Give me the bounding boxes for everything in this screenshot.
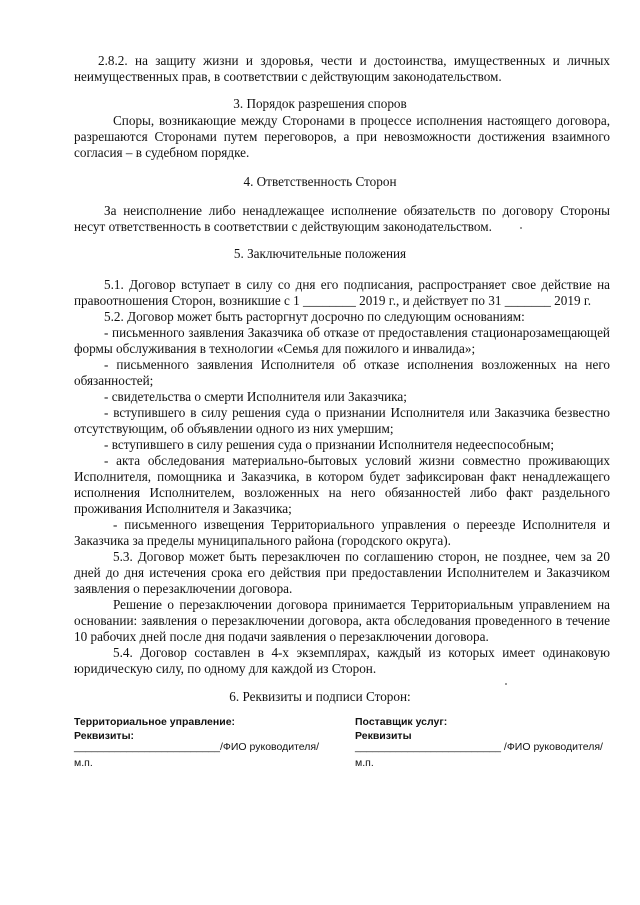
scan-speck: [505, 683, 507, 685]
right-party-requisites: Реквизиты: [355, 730, 412, 742]
clause-5-3-line-3: заявления о перезаключении договора.: [74, 581, 293, 596]
ground-7-line-1: - письменного извещения Территориального управления о переезде Исполнителя и: [113, 517, 610, 532]
clause-2-8-2-line-1: 2.8.2. на защиту жизни и здоровья, чести и достоинства, имущественных и личных: [98, 53, 610, 68]
section-4-line-1: За неисполнение либо ненадлежащее исполнение обязательств по договору Стороны: [104, 203, 610, 218]
right-stamp-place: м.п.: [355, 757, 374, 769]
ground-5: - вступившего в силу решения суда о признании Исполнителя недееспособным;: [104, 437, 555, 452]
clause-2-8-2-line-2: неимущественных прав, в соответствии с действующим законодательством.: [74, 69, 502, 84]
section-3-line-2: разрешаются Сторонами путем переговоров, а при невозможности достижения взаимного: [74, 129, 610, 144]
section-4-line-2: несут ответственность в соответствии с действующим законодательством.: [74, 219, 492, 234]
clause-5-1-line-1: 5.1. Договор вступает в силу со дня его подписания, распространяет свое действие на: [104, 277, 610, 292]
section-3-heading: 3. Порядок разрешения споров: [233, 96, 407, 111]
left-signature-line: _________________________/ФИО руководителя/: [74, 741, 320, 753]
right-party-title: Поставщик услуг:: [355, 716, 448, 728]
ground-6-line-1: - акта обследования материально-бытовых условий жизни совместно проживающих: [104, 453, 610, 468]
ground-2-line-2: обязанностей;: [74, 373, 154, 388]
section-4-heading: 4. Ответственность Сторон: [243, 174, 397, 189]
section-6-heading: 6. Реквизиты и подписи Сторон:: [229, 689, 411, 704]
section-3-line-3: согласия – в судебном порядке.: [74, 145, 250, 160]
ground-1-line-2: формы обслуживания в технологии «Семья для пожилого и инвалида»;: [74, 341, 476, 356]
renewal-line-1: Решение о перезаключении договора принимается Территориальным управлением на: [113, 597, 610, 612]
clause-5-3-line-1: 5.3. Договор может быть перезаключен по соглашению сторон, не позднее, чем за 20: [113, 549, 610, 564]
ground-6-line-3: исполнения Исполнителем, возложенных на него обязанностей либо факт раздельного: [74, 485, 610, 500]
ground-4-line-1: - вступившего в силу решения суда о признании Исполнителя или Заказчика безвестно: [104, 405, 610, 420]
ground-2-line-1: - письменного заявления Исполнителя об отказе исполнения возложенных на него: [104, 357, 610, 372]
left-party-title: Территориальное управление:: [74, 716, 236, 728]
ground-4-line-2: отсутствующим, об объявлении одного из них умершим;: [74, 421, 394, 436]
left-party-requisites: Реквизиты:: [74, 730, 135, 742]
clause-5-1-line-2: правоотношения Сторон, возникшие с 1 ________ 2019 г., и действует по 31 _______ 2019 г.: [74, 293, 592, 308]
ground-6-line-2: Исполнителя, помощника и Заказчика, в котором будет зафиксирован факт ненадлежащего: [74, 469, 610, 484]
right-signature-line: _________________________ /ФИО руководителя/: [355, 741, 603, 753]
left-stamp-place: м.п.: [74, 757, 93, 769]
ground-7-line-2: Заказчика за пределы муниципального района (городского округа).: [74, 533, 451, 548]
clause-5-4-line-2: юридическую силу, по одному для каждой из Сторон.: [74, 661, 377, 676]
renewal-line-3: 10 рабочих дней после дня подачи заявления о перезаключении договора.: [74, 629, 489, 644]
ground-6-line-4: проживания Исполнителя и Заказчика;: [74, 501, 292, 516]
scan-speck: [520, 227, 522, 229]
ground-1-line-1: - письменного заявления Заказчика об отказе от предоставления стационарозамещающей: [104, 325, 610, 340]
section-5-heading: 5. Заключительные положения: [233, 246, 407, 261]
section-3-line-1: Споры, возникающие между Сторонами в процессе исполнения настоящего договора,: [113, 113, 610, 128]
clause-5-4-line-1: 5.4. Договор составлен в 4-х экземплярах, каждый из которых имеет одинаковую: [113, 645, 610, 660]
clause-5-3-line-2: дней до дня истечения срока его действия при предоставлении Исполнителем и Заказчиком: [74, 565, 610, 580]
renewal-line-2: основании: заявления о перезаключении договора, акта обследования проведенного в течение: [74, 613, 610, 628]
ground-3: - свидетельства о смерти Исполнителя или Заказчика;: [104, 389, 407, 404]
clause-5-2-intro: 5.2. Договор может быть расторгнут досрочно по следующим основаниям:: [104, 309, 525, 324]
